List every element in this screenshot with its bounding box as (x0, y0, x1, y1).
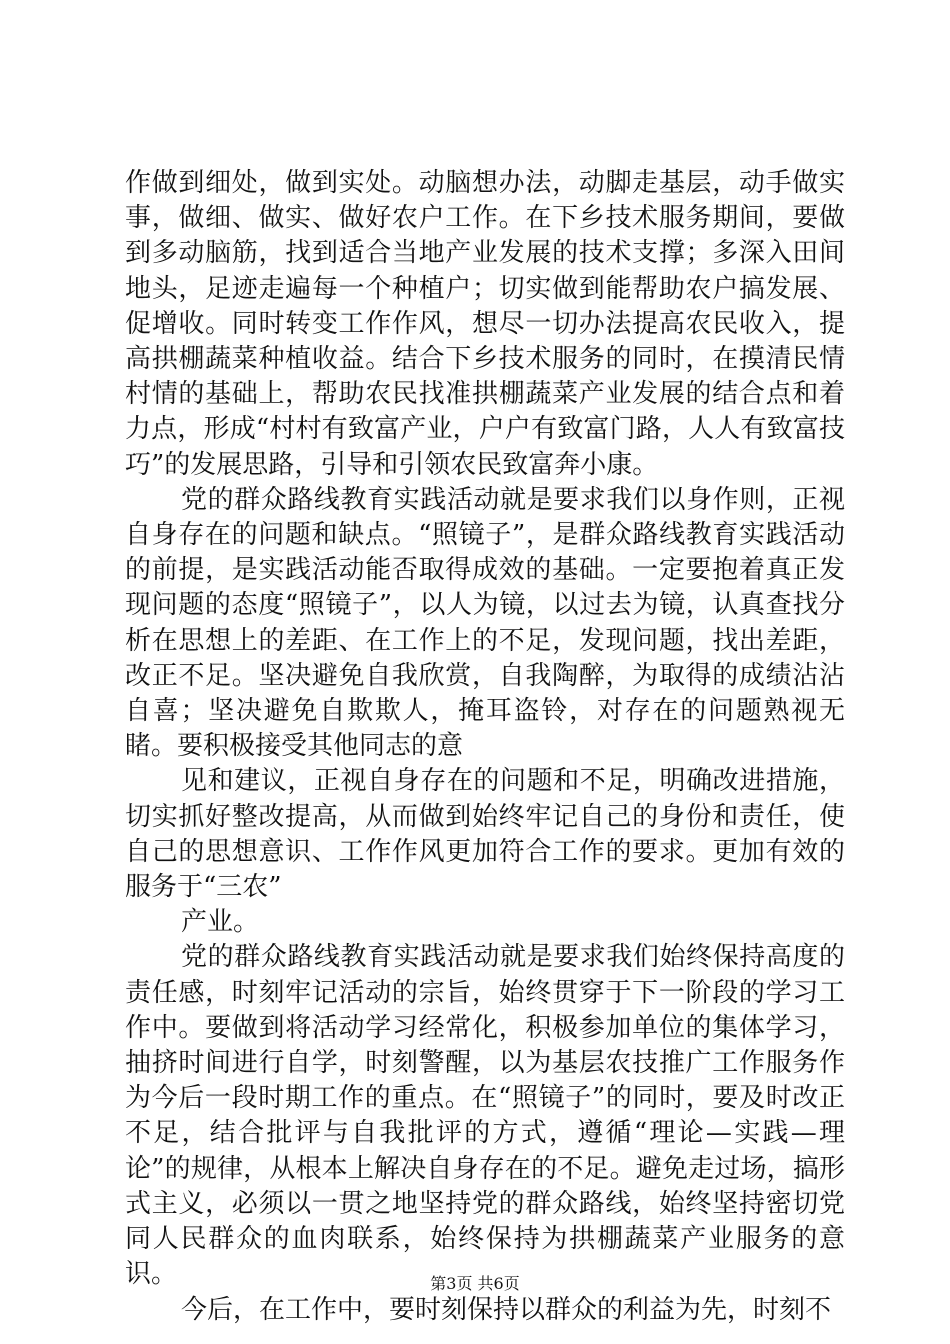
page-number-footer: 第3页 共6页 (430, 1274, 520, 1293)
document-body (125, 166, 845, 1328)
paragraph-continuation: 作做到细处，做到实处。动脑想办法，动脚走基层，动手做实事，做细、做实、做好农户工作。在下乡技术服务期间，要做到多动脑筋，找到适合当地产业发展的技术支撑；多深入田间地头，足迹走遍每一个种植户；切实做到能帮助农户搞发展、促增收。同时转变工作作风，想尽一切办法提高农民收入，提高拱棚蔬菜种植收益。结合下乡技术服务的同时，在摸清民情村情的基础上，帮助农民找准拱棚蔬菜产业发展的结合点和着力点，形成“村村有致富产业，户户有致富门路，人人有致富技巧”的发展思路，引导和引领农民致富奔小康。 (125, 168, 845, 480)
paragraph: 产业。 (181, 907, 260, 938)
paragraph: 见和建议，正视自身存在的问题和不足，明确改进措施，切实抓好整改提高，从而做到始终牢记自己的身份和责任，使自己的思想意识、工作作风更加符合工作的要求。更加有效的服务于“三农” (125, 766, 845, 903)
paragraph: 党的群众路线教育实践活动就是要求我们以身作则，正视自身存在的问题和缺点。“照镜子”，是群众路线教育实践活动的前提，是实践活动能否取得成效的基础。一定要抱着真正发现问题的态度“照镜子”，以人为镜，以过去为镜，认真查找分析在思想上的差距、在工作上的不足，发现问题，找出差距，改正不足。坚决避免自我欣赏，自我陶醉，为取得的成绩沾沾自喜；坚决避免自欺欺人，掩耳盗铃，对存在的问题熟视无睹。要积极接受其他同志的意 (125, 484, 845, 762)
paragraph: 今后，在工作中，要时刻保持以群众的利益为先，时刻不 (181, 1294, 832, 1325)
paragraph: 党的群众路线教育实践活动就是要求我们始终保持高度的责任感，时刻牢记活动的宗旨，始终贯穿于下一阶段的学习工作中。要做到将活动学习经常化，积极参加单位的集体学习，抽挤时间进行自学，时刻警醒，以为基层农技推广工作服务作为今后一段时期工作的重点。在“照镜子”的同时，要及时改正不足，结合批评与自我批评的方式，遵循“理论—实践—理论”的规律，从根本上解决自身存在的不足。避免走过场，搞形式主义，必须以一贯之地坚持党的群众路线，始终坚持密切党同人民群众的血肉联系，始终保持为拱棚蔬菜产业服务的意识。 (125, 942, 845, 1290)
